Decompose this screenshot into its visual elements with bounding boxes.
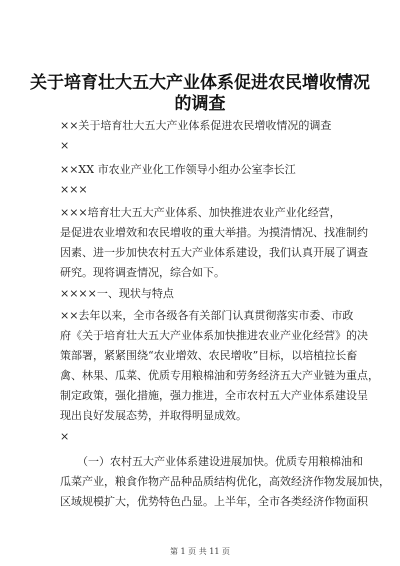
separator-mark: ×: [60, 139, 70, 152]
paragraph-line: 瓜菜产业，粮食作物产品种品质结构优化，高效经济作物发展加快，: [60, 475, 390, 488]
page-number-footer: 第 1 页 共 11 页: [170, 547, 230, 556]
section-heading: ××××一、现状与特点: [60, 287, 174, 300]
paragraph-line: 因素、进一步加快农村五大产业体系建设，我们认真开展了调查: [60, 246, 368, 259]
separator-mark: ×: [60, 430, 70, 443]
paragraph-line: 区域规模扩大，优势特色凸显。上半年，全市各类经济作物面积: [60, 495, 368, 508]
paragraph-line: 现出良好发展态势，并取得明显成效。: [60, 409, 247, 422]
subtitle-line: ××关于培育壮大五大产业体系促进农民增收情况的调查: [60, 119, 332, 132]
paragraph-line: 是促进农业增效和农民增收的重大举措。为摸清情况、找准制约: [60, 226, 368, 239]
author-line: ××XX 市农业产业化工作领导小组办公室李长江: [60, 163, 296, 176]
paragraph-line: 禽、林果、瓜菜、优质专用粮棉油和劳务经济五大产业链为重点，: [60, 369, 379, 382]
paragraph-line: ××去年以来，全市各级各有关部门认真贯彻落实市委、市政: [60, 309, 354, 322]
paragraph-line: 策部署，紧紧围绕“农业增效、农民增收”目标，以培植拉长畜: [60, 349, 358, 362]
separator-mark: ×××: [60, 183, 88, 196]
paragraph-line: ×××培育壮大五大产业体系、加快推进农业产业化经营，: [60, 206, 341, 219]
title-line-1: 关于培育壮大五大产业体系促进农民增收情况: [30, 73, 370, 93]
document-title: [0, 73, 400, 115]
paragraph-line: 制定政策，强化措施，强力推进，全市农村五大产业体系建设呈: [60, 389, 368, 402]
paragraph-line: 府《关于培育壮大五大产业体系加快推进农业产业化经营》的决: [60, 329, 368, 342]
title-line-2: 的调查: [174, 94, 226, 114]
subsection-line: （一）农村五大产业体系建设进展加快。优质专用粮棉油和: [77, 455, 363, 468]
paragraph-line: 研究。现将调查情况，综合如下。: [60, 266, 225, 279]
